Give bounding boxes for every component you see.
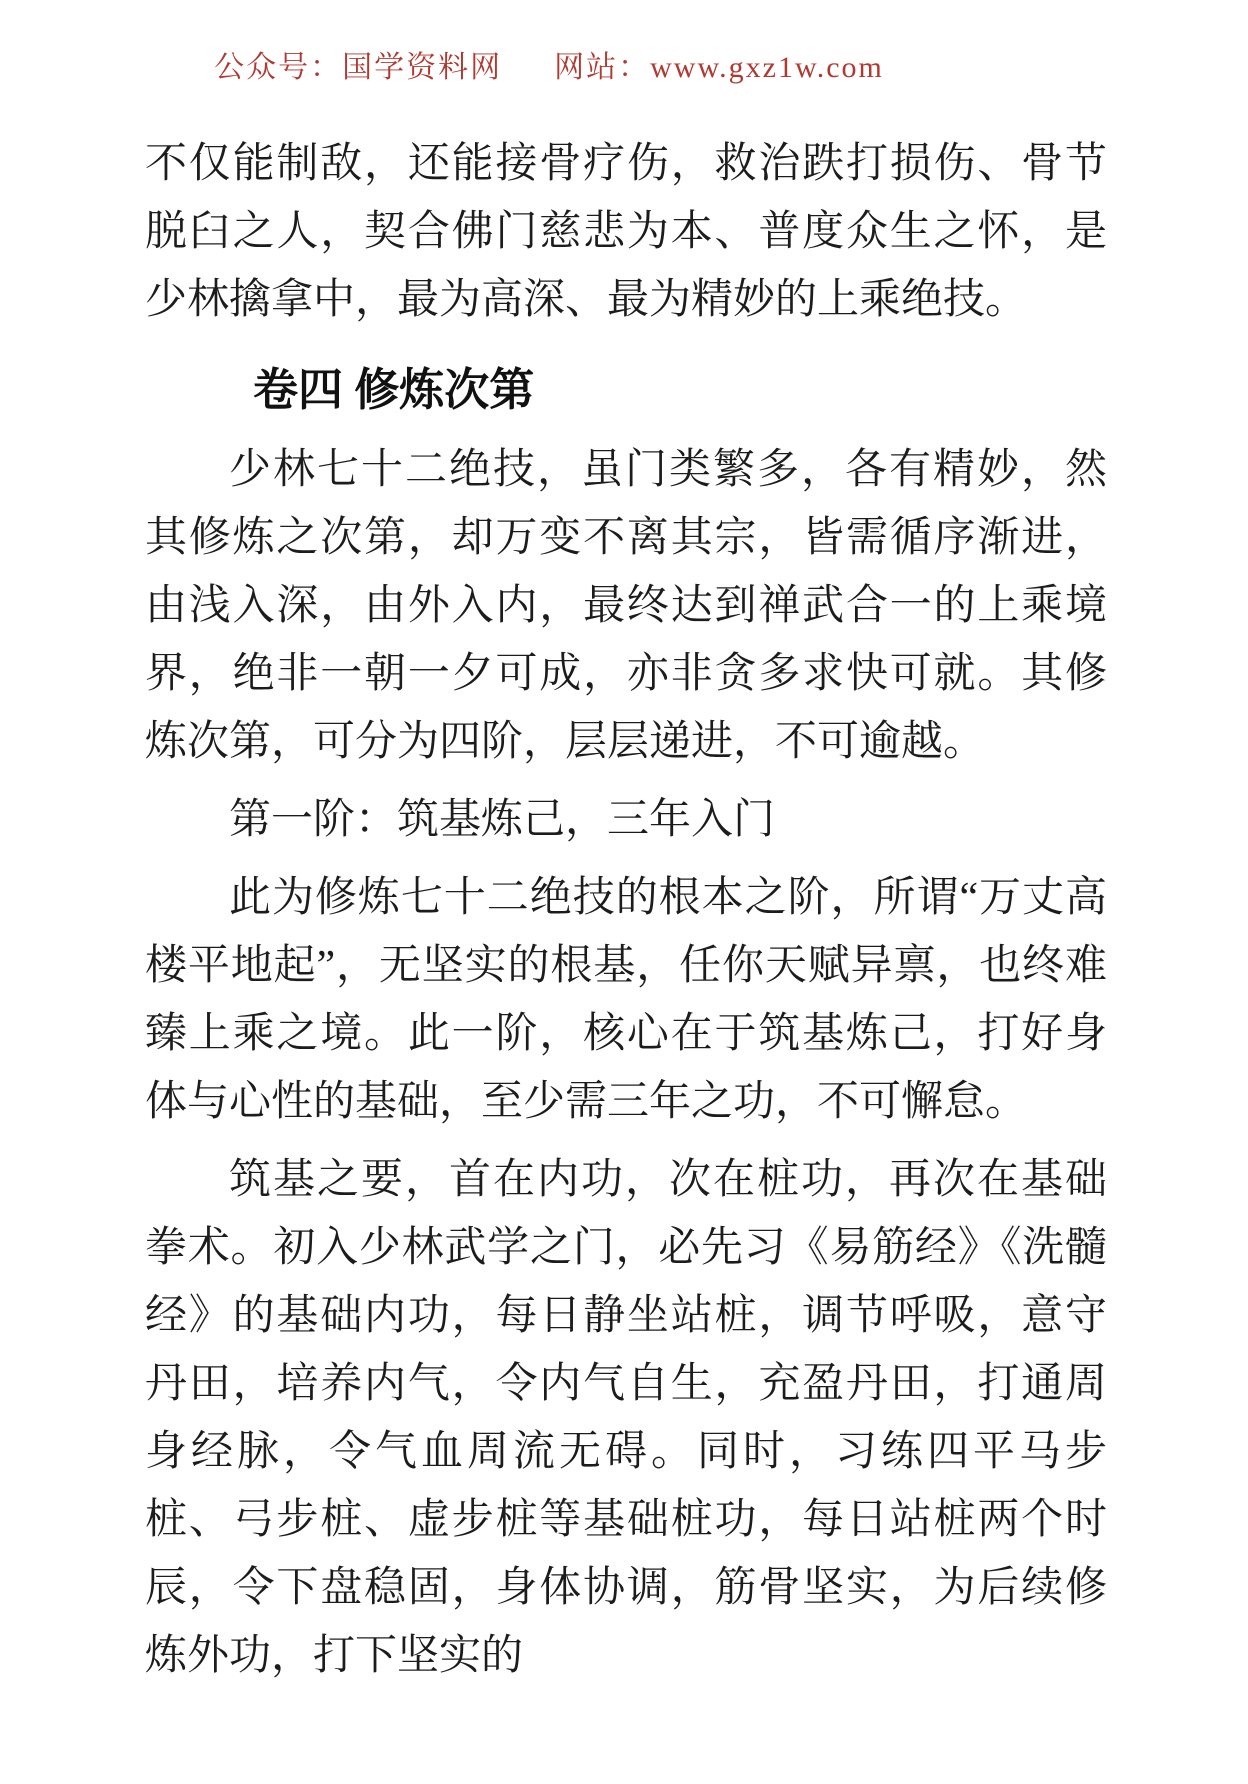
paragraph: 筑基之要，首在内功，次在桩功，再次在基础拳术。初入少林武学之门，必先习《易筋经》《洗髓经》的基础内功，每日静坐站桩，调节呼吸，意守丹田，培养内气，令内气自生，充盈丹田，打通周身经脉，令气血周流无碍。同时，习练四平马步桩、弓步桩、虚步桩等基础桩功，每日站桩两个时辰，令下盘稳固，身体协调，筋骨坚实，为后续修炼外功，打下坚实的 [145, 1157, 1107, 1679]
paragraph-continuation: 不仅能制敌，还能接骨疗伤，救治跌打损伤、骨节脱臼之人，契合佛门慈悲为本、普度众生之怀，是少林擒拿中，最为高深、最为精妙的上乘绝技。 [145, 141, 1107, 323]
stage-heading: 第一阶：筑基炼己，三年入门 [229, 797, 776, 843]
document-body [145, 130, 1107, 1700]
header-account-label: 公众号：国学资料网 [214, 51, 503, 84]
watermark-header [0, 42, 1173, 86]
paragraph: 少林七十二绝技，虽门类繁多，各有精妙，然其修炼之次第，却万变不离其宗，皆需循序渐进，由浅入深，由外入内，最终达到禅武合一的上乘境界，绝非一朝一夕可成，亦非贪多求快可就。其修炼次第，可分为四阶，层层递进，不可逾越。 [145, 447, 1107, 765]
chapter-heading: 卷四 修炼次第 [253, 365, 535, 415]
paragraph: 此为修炼七十二绝技的根本之阶，所谓“万丈高楼平地起”，无坚实的根基，任你天赋异禀，也终难臻上乘之境。此一阶，核心在于筑基炼己，打好身体与心性的基础，至少需三年之功，不可懈怠。 [145, 875, 1107, 1125]
header-site-label: 网站：www.gxz1w.com [554, 51, 884, 84]
